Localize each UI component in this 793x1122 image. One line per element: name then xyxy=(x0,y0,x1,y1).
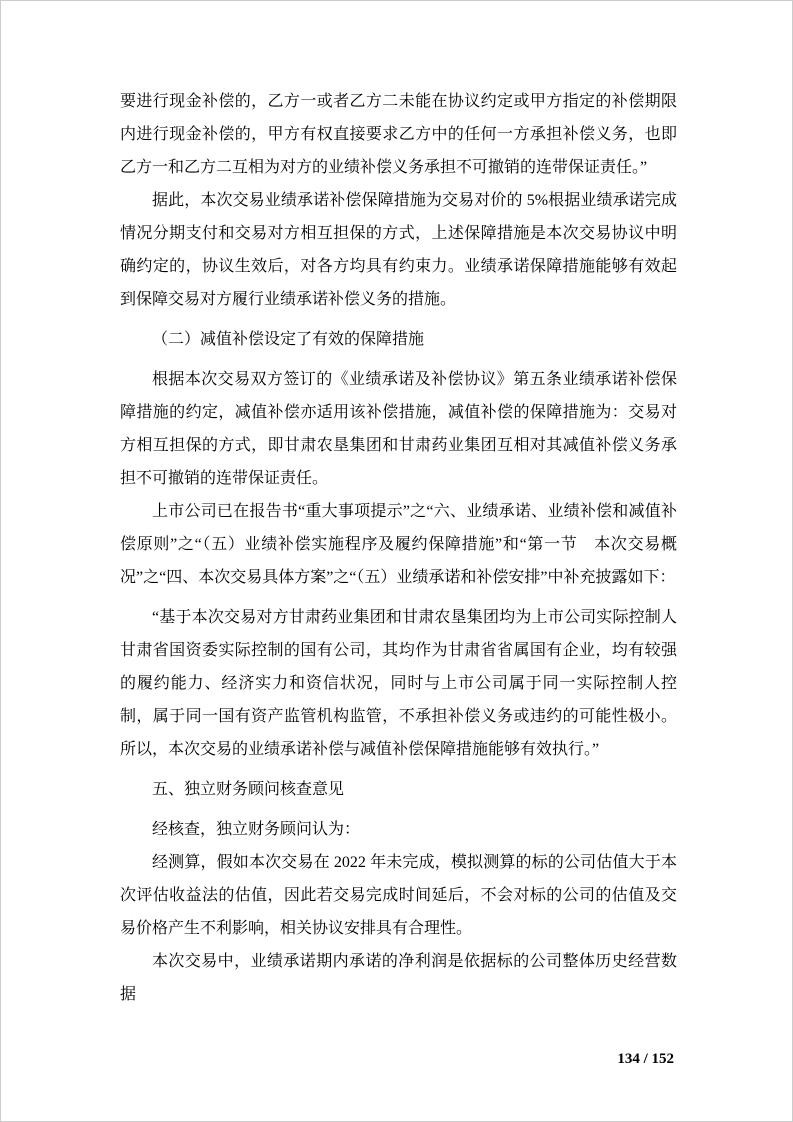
paragraph: 经测算，假如本次交易在 2022 年未完成，模拟测算的标的公司估值大于本次评估收益法的估值，因此若交易完成时间延后，不会对标的公司的估值及交易价格产生不利影响，相关协议安排具有合理性。 xyxy=(120,854,677,937)
paragraph-quote-continuation: 要进行现金补偿的，乙方一或者乙方二未能在协议约定或甲方指定的补偿期限内进行现金补偿的，甲方有权直接要求乙方中的任何一方承担补偿义务，也即乙方一和乙方二互相为对方的业绩补偿义务承担不可撤销的连带保证责任。” xyxy=(120,93,677,176)
paragraph: 根据本次交易双方签订的《业绩承诺及补偿协议》第五条业绩承诺补偿保障措施的约定，减值补偿亦适用该补偿措施，减值补偿的保障措施为：交易对方相互担保的方式，即甘肃农垦集团和甘肃药业集团互相对其减值补偿义务承担不可撤销的连带保证责任。 xyxy=(120,371,677,487)
section-heading-advisor-opinion: 五、独立财务顾问核查意见 xyxy=(152,781,345,798)
document-body xyxy=(120,85,677,1011)
section-heading-guarantee-measures: （二）减值补偿设定了有效的保障措施 xyxy=(152,331,425,348)
paragraph: 据此，本次交易业绩承诺补偿保障措施为交易对价的 5%根据业绩承诺完成情况分期支付和交易对方相互担保的方式，上述保障措施是本次交易协议中明确约定的，协议生效后，对各方均具有约束力。业绩承诺保障措施能够有效起到保障交易对方履行业绩承诺补偿义务的措施。 xyxy=(120,192,677,308)
paragraph: 经核查，独立财务顾问认为： xyxy=(152,821,361,838)
paragraph: 本次交易中，业绩承诺期内承诺的净利润是依据标的公司整体历史经营数据 xyxy=(120,953,677,1003)
page-number: 134 / 152 xyxy=(617,1051,674,1067)
paragraph-bold-quote: “基于本次交易对方甘肃药业集团和甘肃农垦集团均为上市公司实际控制人甘肃省国资委实际控制的国有公司，其均作为甘肃省省属国有企业，均有较强的履约能力、经济实力和资信状况，同时与上市公司属于同一实际控制人控制，属于同一国有资产监管机构监管，不承担补偿义务或违约的可能性极小。所以，本次交易的业绩承诺补偿与减值补偿保障措施能够有效执行。” xyxy=(120,609,677,758)
paragraph: 上市公司已在报告书“重大事项提示”之“六、业绩承诺、业绩补偿和减值补偿原则”之“（五）业绩补偿实施程序及履约保障措施”和“第一节 本次交易概况”之“四、本次交易具体方案”之“（五）业绩承诺和补偿安排”中补充披露如下： xyxy=(120,503,677,586)
